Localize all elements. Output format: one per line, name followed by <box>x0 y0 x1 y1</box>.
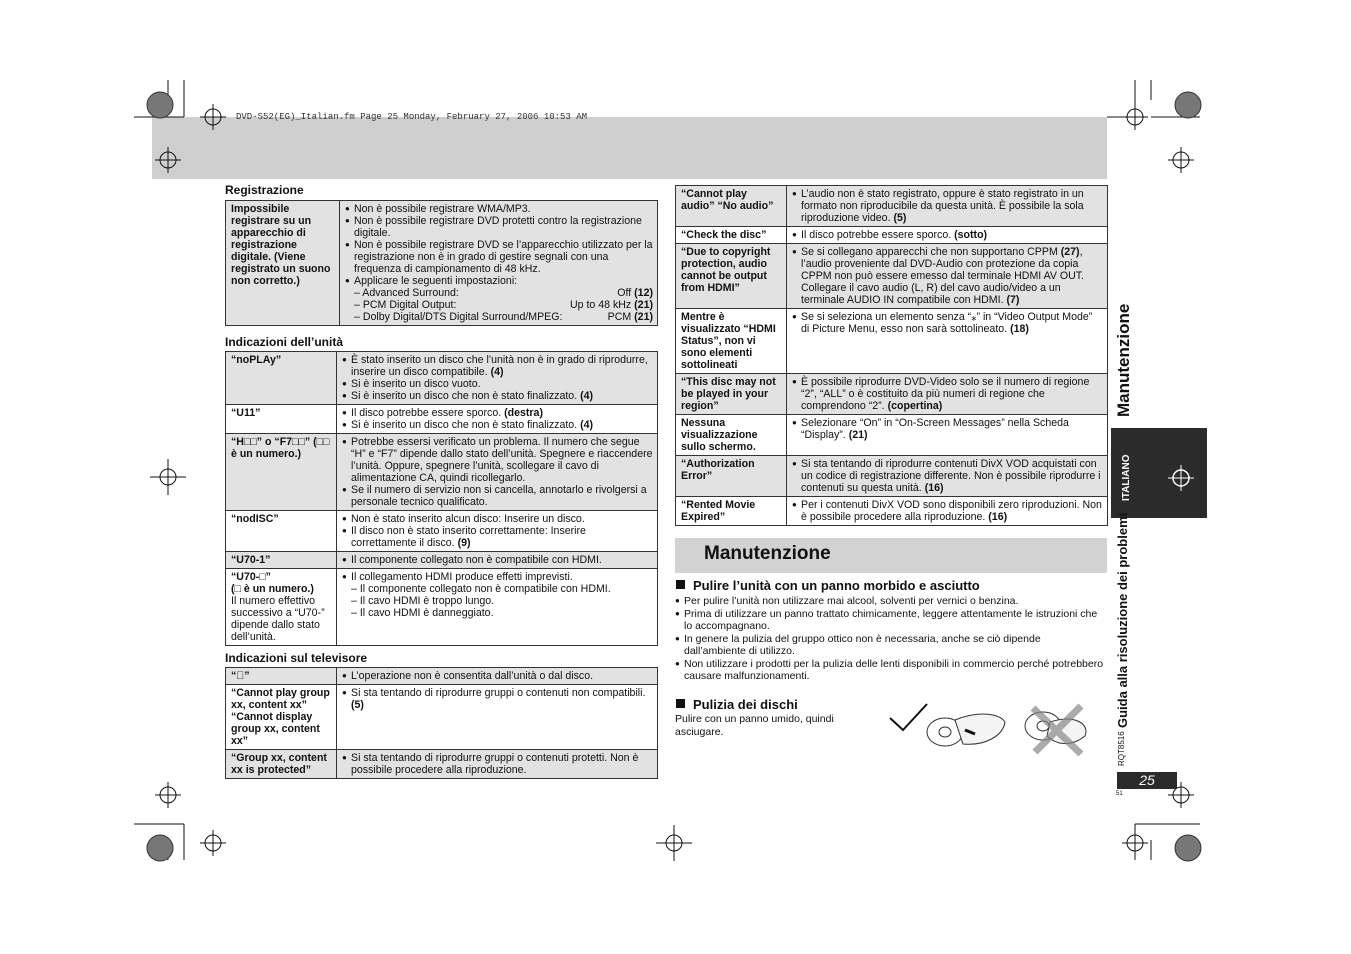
problem-cell: “U11” <box>226 405 337 434</box>
list-item <box>342 419 653 431</box>
language-label: ITALIANO <box>1121 454 1132 501</box>
problem-cell: “nodISC” <box>226 511 337 552</box>
page-ref: (27) <box>1060 246 1080 258</box>
list-item: ● Il collegamento HDMI produce effetti imprevisti. <box>342 571 653 583</box>
table-row <box>226 201 658 326</box>
setting-row <box>345 299 653 311</box>
problem-cell: “Cannot play group xx, content xx” “Cannot display group xx, content xx” <box>226 685 337 750</box>
solution-cell <box>340 201 658 326</box>
list-item: ● Non utilizzare i prodotti per la pulizia delle lenti disponibili in commercio perché potrebbero causare malfunzionamenti. <box>675 658 1105 683</box>
page-ref: (16) <box>924 482 944 494</box>
list-item: ● Si è inserito un disco vuoto. <box>342 378 653 390</box>
page-ref: (4) <box>490 366 504 378</box>
maintenance-list <box>675 595 1105 683</box>
item-text: È stato inserito un disco che l’unità non è in grado di riprodurre, inserire un disco compatibile. <box>351 354 648 378</box>
list-item: ● Non è possibile registrare DVD se l’apparecchio utilizzato per la registrazione non è in grado di gestire segnali con una frequenza di campionamento di 48 kHz. <box>345 239 653 275</box>
guide-title: Guida alla risoluzione dei problemi <box>1115 512 1130 728</box>
page-ref: (7) <box>1006 294 1020 306</box>
item-text: Si sta tentando di riprodurre gruppi o contenuti non compatibili. <box>351 687 646 699</box>
item-text: Se si seleziona un elemento senza “⁎” in “Video Output Mode” di Picture Menu, esso non sarà sottolineato. <box>801 311 1093 335</box>
solution-cell <box>337 405 658 434</box>
subheading-text: Pulire l’unità con un panno morbido e asciutto <box>693 578 980 593</box>
solution-cell <box>787 456 1108 497</box>
list-item <box>792 311 1103 335</box>
solution-cell <box>337 434 658 511</box>
item-text: Si è inserito un disco che non è stato finalizzato. <box>351 390 578 402</box>
table-row <box>226 685 658 750</box>
setting-label: – Dolby Digital/DTS Digital Surround/MPEG: <box>354 311 563 323</box>
solution-cell <box>787 309 1108 374</box>
solution-cell <box>787 497 1108 526</box>
section-title: Manutenzione <box>704 543 831 564</box>
item-text: Se si collegano apparecchi che non supportano CPPM <box>801 246 1058 258</box>
file-info: DVD-S52(EG)_Italian.fm Page 25 Monday, February 27, 2006 10:53 AM <box>236 112 588 122</box>
page-ref: (21) <box>634 311 653 323</box>
setting-label: – PCM Digital Output: <box>354 299 457 311</box>
problem-cell: “⃠” <box>226 668 337 685</box>
table-row <box>226 405 658 434</box>
list-item <box>342 525 653 549</box>
table-row <box>676 374 1108 415</box>
square-bullet-icon <box>676 699 685 708</box>
problem-cell: “U70-1” <box>226 552 337 569</box>
list-item: ● Potrebbe essersi verificato un problema. Il numero che segue “H” e “F7” dipende dallo stato dell’unità. Spegnere e riaccendere l’unità. Oppure, spegnere l’unità, scollegare il cavo di alimentazione CA, quindi ricollegarlo. <box>342 436 653 484</box>
table-row <box>676 309 1108 374</box>
dash-item: – Il cavo HDMI è troppo lungo. <box>351 595 495 607</box>
list-item: ● Non è possibile registrare WMA/MP3. <box>345 203 653 215</box>
table-row <box>226 569 658 646</box>
list-item <box>342 687 653 711</box>
problem-cell: “Group xx, content xx is protected” <box>226 750 337 779</box>
page-number: 25 <box>1117 772 1177 789</box>
list-item <box>342 407 653 419</box>
list-item: ● L’operazione non è consentita dall’unità o dal disco. <box>342 670 653 682</box>
page-ref: (16) <box>988 511 1008 523</box>
item-text: Il disco potrebbe essere sporco. <box>801 229 952 241</box>
item-text: Per i contenuti DivX VOD sono disponibili zero riproduzioni. Non è possibile procedere alla riproduzione. <box>801 499 1102 523</box>
list-item <box>342 390 653 402</box>
setting-value: PCM <box>607 311 632 323</box>
page-ref: (4) <box>580 419 594 431</box>
subheading <box>676 697 798 712</box>
table-row <box>226 434 658 511</box>
page-ref: (21) <box>848 429 868 441</box>
registrazione-table <box>225 200 658 326</box>
problem-cell: “Due to copyright protection, audio cannot be output from HDMI” <box>676 244 787 309</box>
list-item: ● Non è stato inserito alcun disco: Inserire un disco. <box>342 513 653 525</box>
page-ref: (5) <box>351 699 364 711</box>
unit-table <box>225 351 658 646</box>
problem-cell: Nessuna visualizzazione sullo schermo. <box>676 415 787 456</box>
list-item: ● Non è possibile registrare DVD protetti contro la registrazione digitale. <box>345 215 653 239</box>
solution-cell <box>787 244 1108 309</box>
solution-cell <box>337 352 658 405</box>
problem-cell: “H□□” o “F7□□” (□□ è un numero.) <box>226 434 337 511</box>
subheading-text: Pulizia dei dischi <box>693 697 798 712</box>
small-number: 51 <box>1116 791 1123 797</box>
item-text: Si è inserito un disco che non è stato finalizzato. <box>351 419 578 431</box>
setting-row <box>345 287 653 299</box>
solution-cell <box>787 186 1108 227</box>
item-text: Il disco non è stato inserito correttamente: Inserire correttamente il disco. <box>351 525 586 549</box>
solution-cell <box>787 374 1108 415</box>
page-ref: (9) <box>457 537 471 549</box>
table-row <box>676 244 1108 309</box>
table-row <box>676 497 1108 526</box>
list-item <box>792 246 1103 306</box>
list-item: ● Per pulire l’unità non utilizzare mai alcool, solventi per vernici o benzina. <box>675 595 1105 608</box>
solution-cell <box>787 227 1108 244</box>
solution-cell <box>337 750 658 779</box>
side-title: Manutenzione <box>1114 303 1133 417</box>
list-item <box>792 376 1103 412</box>
item-text: L’audio non è stato registrato, oppure è stato registrato in un formato non riproducibile da questa unità. È possibile la sola riproduzione video. <box>801 188 1084 224</box>
list-item: ● Se il numero di servizio non si cancella, annotarlo e rivolgersi a personale tecnico qualificato. <box>342 484 653 508</box>
list-item: ● Si sta tentando di riprodurre gruppi o contenuti protetti. Non è possibile procedere alla riproduzione. <box>342 752 653 776</box>
solution-cell <box>337 685 658 750</box>
table-row <box>226 352 658 405</box>
list-item <box>792 188 1103 224</box>
square-bullet-icon <box>676 580 685 589</box>
problem-cell: “Cannot play audio” “No audio” <box>676 186 787 227</box>
page-ref: (destra) <box>504 407 543 419</box>
setting-value: Up to 48 kHz <box>569 299 632 311</box>
item-text: Si sta tentando di riprodurre contenuti DivX VOD acquistati con un codice di registrazione differente. Non è possibile riprodurre i contenuti su questa unità. <box>801 458 1101 494</box>
disc-cleaning-illustration <box>885 700 1110 758</box>
problem-key-detail: Il numero effettivo successivo a “U70-” dipende dallo stato dell’unità. <box>231 595 325 643</box>
solution-cell <box>337 569 658 646</box>
page-ref: (5) <box>893 212 907 224</box>
problem-cell: “Rented Movie Expired” <box>676 497 787 526</box>
subheading <box>676 578 980 593</box>
disc-cleaning-text: Pulire con un panno umido, quindi asciugare. <box>675 713 834 738</box>
table-row <box>676 227 1108 244</box>
list-item: ● In genere la pulizia del gruppo ottico non è necessaria, anche se ciò dipende dall’ambiente di utilizzo. <box>675 633 1105 658</box>
page-ref: (sotto) <box>954 229 988 241</box>
list-item <box>792 417 1103 441</box>
item-text: Il disco potrebbe essere sporco. <box>351 407 502 419</box>
tab-registration-mark <box>1168 465 1194 491</box>
problem-cell: Impossibile registrare su un apparecchio di registrazione digitale. (Viene registrato un suono non corretto.) <box>226 201 340 326</box>
problem-cell: “Authorization Error” <box>676 456 787 497</box>
model-code: RQT8516 <box>1117 731 1126 766</box>
problem-cell: “Check the disc” <box>676 227 787 244</box>
page-ref: (21) <box>634 299 653 311</box>
problem-cell: “This disc may not be played in your region” <box>676 374 787 415</box>
unit-title: Indicazioni dell’unità <box>225 335 344 349</box>
table-row <box>226 511 658 552</box>
tv-table <box>225 667 658 779</box>
right-table <box>675 185 1108 526</box>
problem-key: “U70-□” <box>231 571 271 583</box>
problem-cell: “noPLAy” <box>226 352 337 405</box>
page-ref: (copertina) <box>887 400 943 412</box>
problem-cell <box>226 569 337 646</box>
solution-cell <box>337 511 658 552</box>
dash-item: – Il cavo HDMI è danneggiato. <box>351 607 494 619</box>
table-row <box>676 186 1108 227</box>
list-item <box>792 229 1103 241</box>
problem-key-note: (□ è un numero.) <box>231 583 314 595</box>
table-row <box>226 668 658 685</box>
item-text: , l’audio proveniente dal DVD-Audio con protezione da copia CPPM non può essere emesso dal terminale HDMI AV OUT. Collegare il cavo audio (L, R) del cavo audio/video a un terminale AUDIO IN compatibile con HDMI. <box>801 246 1085 306</box>
page-ref: (18) <box>1010 323 1029 335</box>
problem-cell: Mentre è visualizzato “HDMI Status”, non vi sono elementi sottolineati <box>676 309 787 374</box>
item-text: Selezionare “On” in “On-Screen Messages” nella Scheda “Display”. <box>801 417 1069 441</box>
solution-cell <box>337 668 658 685</box>
table-row <box>676 415 1108 456</box>
list-item: ● Applicare le seguenti impostazioni: <box>345 275 653 287</box>
setting-value: Off <box>617 287 632 299</box>
page-ref: (4) <box>580 390 594 402</box>
tv-title: Indicazioni sul televisore <box>225 651 368 665</box>
setting-row <box>345 311 653 323</box>
solution-cell <box>787 415 1108 456</box>
table-row <box>226 552 658 569</box>
list-item <box>792 458 1103 494</box>
section-title-bar <box>675 538 1107 573</box>
list-item <box>342 354 653 378</box>
table-row <box>226 750 658 779</box>
setting-label: – Advanced Surround: <box>354 287 459 299</box>
registrazione-title: Registrazione <box>225 183 304 197</box>
list-item: ● Prima di utilizzare un panno trattato chimicamente, leggere attentamente le istruzioni che lo accompagnano. <box>675 608 1105 633</box>
dash-item: – Il componente collegato non è compatibile con HDMI. <box>351 583 611 595</box>
list-item: ● Il componente collegato non è compatibile con HDMI. <box>342 554 653 566</box>
solution-cell <box>337 552 658 569</box>
list-item <box>792 499 1103 523</box>
page-ref: (12) <box>634 287 653 299</box>
item-text: È possibile riprodurre DVD-Video solo se il numero di regione “2”, “ALL” o è costituito da più numeri di regione che comprendono “2”. <box>801 376 1090 412</box>
table-row <box>676 456 1108 497</box>
